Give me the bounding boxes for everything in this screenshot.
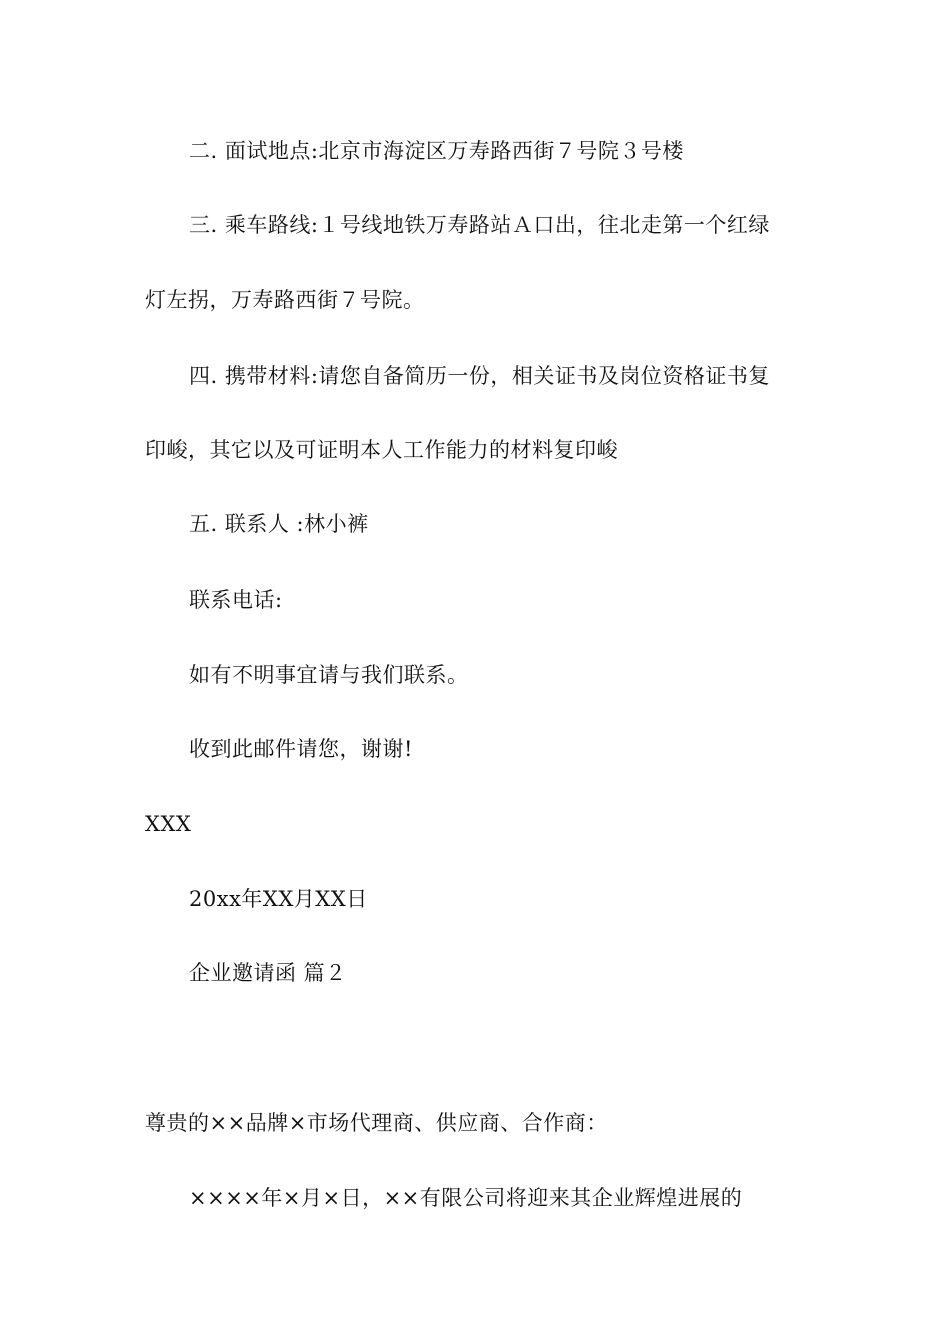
section-heading: 企业邀请函 篇２	[189, 961, 347, 985]
contact-person-line: 五. 联系人 :林小裤	[189, 512, 369, 536]
contact-phone-line: 联系电话:	[189, 588, 283, 612]
materials-line: 四. 携带材料:请您自备简历一份，相关证书及岗位资格证书复	[189, 364, 770, 388]
signature-name: XXX	[145, 812, 192, 836]
inquiry-note-line: 如有不明事宜请与我们联系。	[189, 663, 469, 687]
salutation-line: 尊贵的××品牌×市场代理商、供应商、合作商：	[145, 1111, 608, 1135]
interview-location-line: 二. 面试地点:北京市海淀区万寿路西街７号院３号楼	[189, 139, 684, 163]
transport-route-continuation: 灯左拐，万寿路西街７号院。	[145, 288, 425, 312]
materials-continuation: 印峻，其它以及可证明本人工作能力的材料复印峻	[145, 438, 618, 462]
signature-date: 20xx年XX月XX日	[189, 887, 368, 911]
receipt-note-line: 收到此邮件请您，谢谢!	[189, 737, 413, 761]
transport-route-line: 三. 乘车路线:１号线地铁万寿路站Ａ口出，往北走第一个红绿	[189, 213, 770, 237]
body-paragraph-line: ××××年×月×日，××有限公司将迎来其企业辉煌进展的	[189, 1186, 743, 1210]
